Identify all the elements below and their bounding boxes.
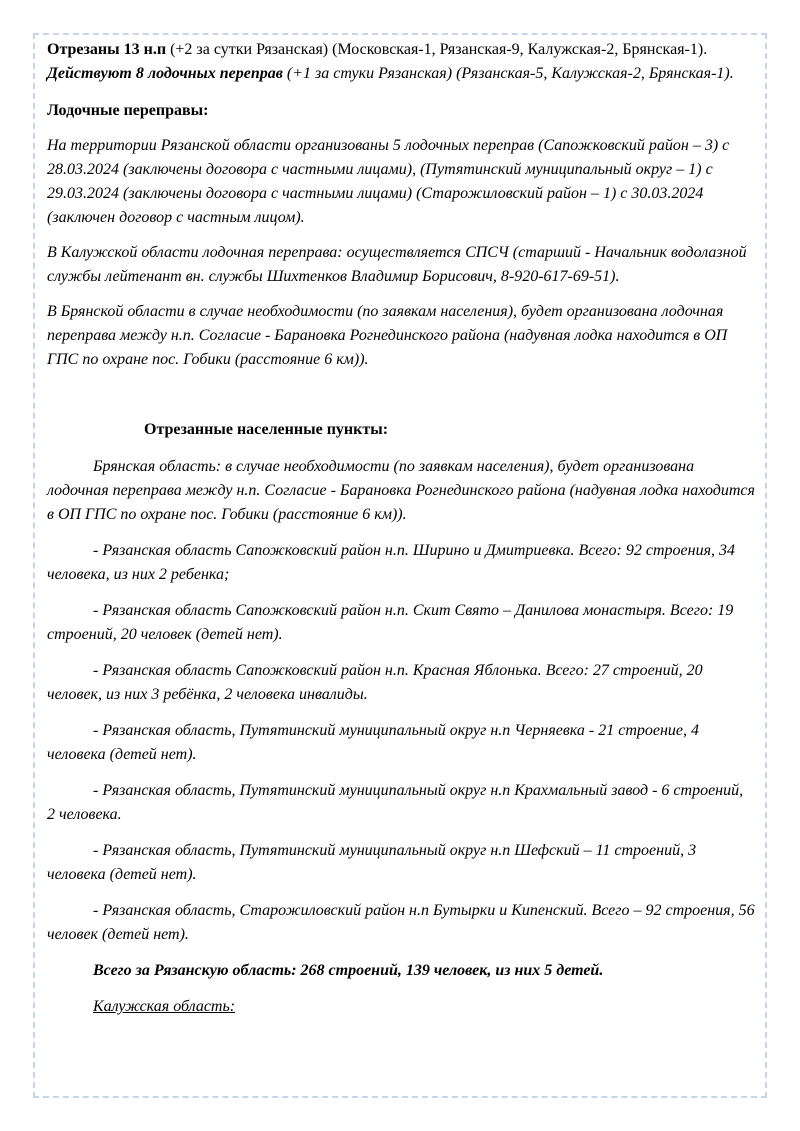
list-item: - Рязанская область, Старожиловский район н.п Бутырки и Кипенский. Всего – 92 строения, 56 человек (детей нет). <box>47 902 755 943</box>
list-item: - Рязанская область Сапожковский район н.п. Красная Яблонька. Всего: 27 строений, 20 человек, из них 3 ребёнка, 2 человека инвалиды. <box>47 662 703 703</box>
kaluga-region-label: Калужская область: <box>93 998 236 1015</box>
cut-count-detail: (+2 за сутки Рязанская) (Московская-1, Рязанская-9, Калужская-2, Брянская-1). <box>166 41 708 58</box>
bryansk-crossing-paragraph: В Брянской области в случае необходимости (по заявкам населения), будет организована лодочная переправа между н.п. Согласие - Барановка Рогнединского района (надувная лодка находится в ОП ГПС по охране пос. Гобики (расстояние 6 км)). <box>47 303 728 368</box>
cut-count-lead: Отрезаны 13 н.п <box>47 41 167 58</box>
kaluga-region-heading <box>47 995 755 1019</box>
crossings-detail: (+1 за стуки Рязанская) (Рязанская-5, Калужская-2, Брянская-1). <box>282 65 734 82</box>
cut-settlements-heading: Отрезанные населенные пункты: <box>144 421 389 438</box>
list-item: - Рязанская область, Путятинский муниципальный округ н.п Крахмальный завод - 6 строений, 2 человека. <box>47 782 744 823</box>
list-item: - Рязанская область Сапожковский район н.п. Ширино и Дмитриевка. Всего: 92 строения, 34 человека, из них 2 ребенка; <box>47 542 735 583</box>
kaluga-crossing-paragraph: В Калужской области лодочная переправа: осуществляется СПСЧ (старший - Начальник водолазной службы лейтенант вн. службы Шихтенков Владимир Борисович, 8-920-617-69-51). <box>47 244 747 285</box>
intro-paragraph <box>47 38 755 86</box>
ryazan-total: Всего за Рязанскую область: 268 строений, 139 человек, из них 5 детей. <box>93 962 604 979</box>
list-item: Брянская область: в случае необходимости (по заявкам населения), будет организована лодочная переправа между н.п. Согласие - Барановка Рогнединского района (надувная лодка находится в ОП ГПС по охране пос. Гобики (расстояние 6 км)). <box>47 458 755 523</box>
crossings-lead: Действуют 8 лодочных переправ <box>47 65 283 82</box>
boat-crossings-heading: Лодочные переправы: <box>47 102 209 119</box>
ryazan-crossings-paragraph: На территории Рязанской области организованы 5 лодочных переправ (Сапожковский район – 3) с 28.03.2024 (заключены договора с частными лицами), (Путятинский муниципальный округ – 1) с 29.03.2024 (заключены договора с частными лицами) (Старожиловский район – 1) с 30.03.2024 (заключен договор с частным лицом). <box>47 137 730 226</box>
list-item: - Рязанская область, Путятинский муниципальный округ н.п Шефский – 11 строений, 3 человека (детей нет). <box>47 842 697 883</box>
list-item: - Рязанская область, Путятинский муниципальный округ н.п Черняевка - 21 строение, 4 человека (детей нет). <box>47 722 700 763</box>
list-item: - Рязанская область Сапожковский район н.п. Скит Свято – Данилова монастыря. Всего: 19 строений, 20 человек (детей нет). <box>47 602 734 643</box>
document-body <box>47 38 755 1019</box>
